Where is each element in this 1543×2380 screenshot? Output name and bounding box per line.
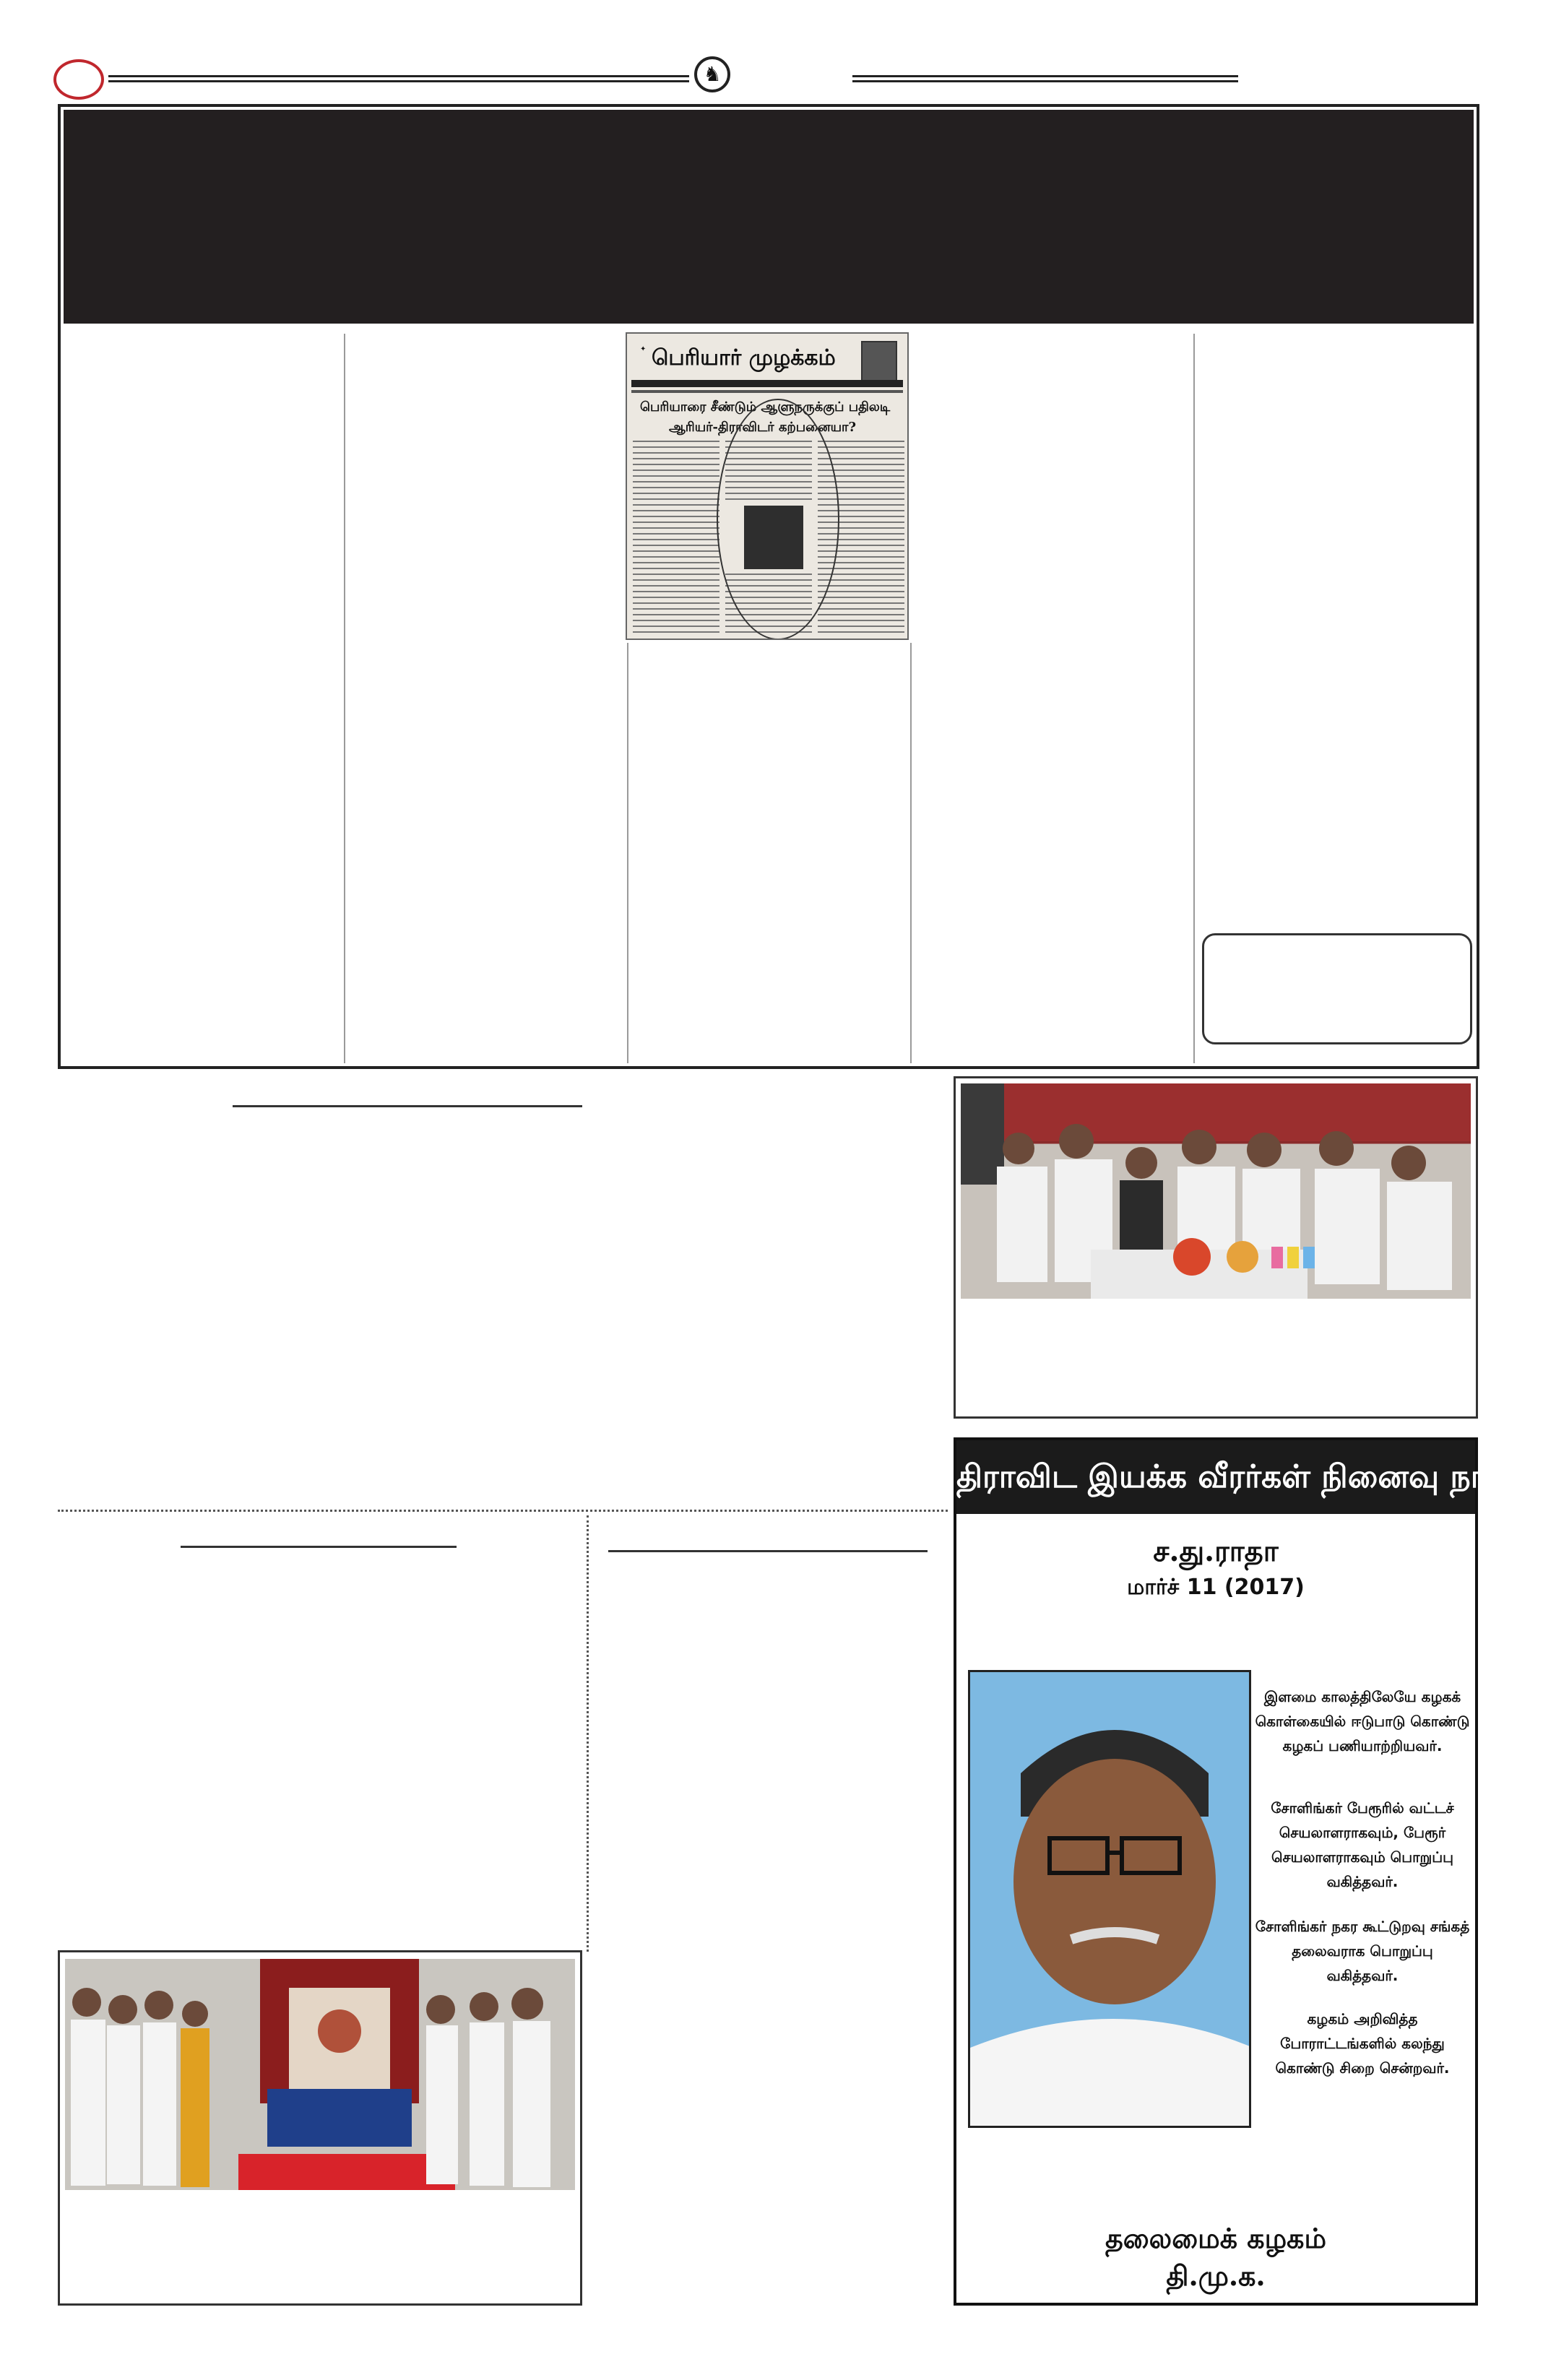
masthead-rule-right — [852, 75, 1238, 82]
elephant-emblem-icon: ♞ — [694, 56, 730, 92]
clipping-masthead-title: பெரியார் முழக்கம் — [652, 345, 836, 371]
column-divider — [1193, 334, 1195, 1063]
newspaper-clipping — [626, 332, 909, 640]
memorial-footer-line: தி.மு.க. — [1166, 2259, 1266, 2292]
article-title-rule — [181, 1546, 457, 1548]
clipping-rule — [631, 390, 903, 393]
clipping-highlight-circle — [717, 399, 839, 640]
section-divider — [58, 1510, 948, 1512]
page-number-circle — [53, 59, 104, 100]
memorial-portrait — [968, 1670, 1251, 2128]
memorial-paragraph: சோளிங்கர் பேரூரில் வட்டச் செயலாளராகவும், பேரூர் செயலாளராகவும் பொறுப்பு வகித்தவர். — [1271, 1799, 1454, 1890]
column-divider — [344, 334, 345, 1063]
column-divider — [910, 643, 912, 1063]
tribute-photo — [65, 1959, 575, 2190]
memorial-name: ச.து.ராதா — [1153, 1534, 1279, 1568]
clipping-text-column — [633, 441, 719, 636]
clipping-logo-icon: ✦ — [640, 345, 647, 353]
memorial-banner: திராவிட இயக்க வீரர்கள் நினைவு நாள் — [956, 1440, 1475, 1514]
memorial-date: மார்ச் 11 (2017) — [1127, 1575, 1305, 1600]
clipping-portrait-image — [861, 341, 897, 383]
clipping-masthead — [634, 338, 902, 378]
memorial-footer-line: தலைமைக் கழகம் — [1105, 2222, 1327, 2254]
article-title-rule — [608, 1550, 928, 1552]
note-box — [1202, 933, 1472, 1044]
event-photo-image — [961, 1083, 1471, 1299]
column-divider — [587, 1515, 589, 1952]
clipping-rule — [631, 380, 903, 387]
column-divider — [627, 643, 628, 1063]
feature-headline-banner — [64, 110, 1474, 324]
memorial-paragraph: கழகம் அறிவித்த போராட்டங்களில் கலந்து கொண்டு சிறை சென்றவர். — [1275, 2010, 1450, 2077]
tribute-photo-image — [65, 1959, 575, 2190]
memorial-paragraph: இளமை காலத்திலேயே கழகக் கொள்கையில் ஈடுபாடு கொண்டு கழகப் பணியாற்றியவர். — [1255, 1688, 1470, 1754]
memorial-paragraph: சோளிங்கர் நகர கூட்டுறவு சங்கத் தலைவராக பொறுப்பு வகித்தவர். — [1255, 1918, 1470, 1984]
clipping-headline-line: ஆரியர்-திராவிடர் கற்பனையா? — [669, 420, 856, 435]
article-title-rule — [233, 1105, 582, 1107]
memorial-portrait-image — [970, 1672, 1251, 2128]
event-photo — [961, 1083, 1471, 1299]
clipping-headline-line: பெரியாரை சீண்டும் ஆளுநருக்குப் பதிலடி — [640, 399, 891, 415]
masthead-rule-left — [108, 75, 689, 82]
